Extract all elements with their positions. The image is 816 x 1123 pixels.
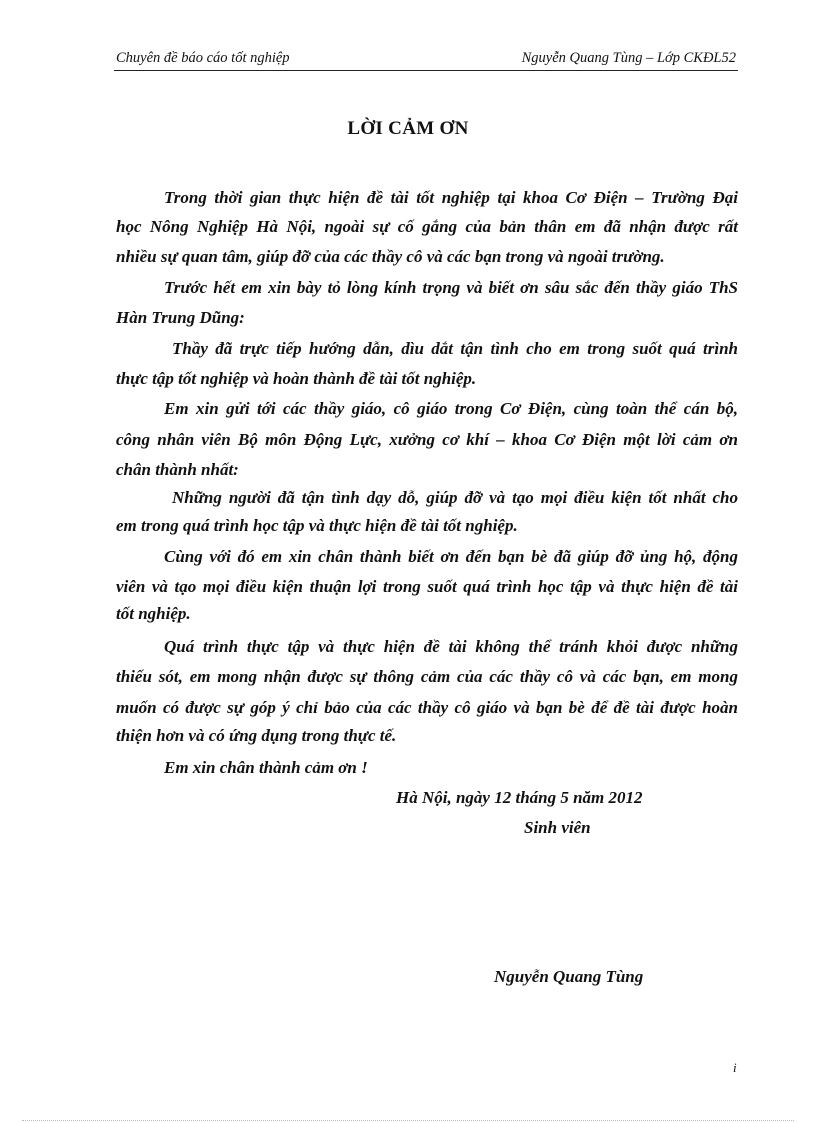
paragraph-line: Em xin gửi tới các thầy giáo, cô giáo trong Cơ Điện, cùng toàn thể cán bộ, xyxy=(164,399,738,418)
paragraph-line: viên và tạo mọi điều kiện thuận lợi trong suốt quá trình học tập và thực hiện đề tài xyxy=(116,577,738,596)
signature-name: Nguyễn Quang Tùng xyxy=(494,967,644,986)
paragraph-line: muốn có được sự góp ý chỉ bảo của các thầy cô giáo và bạn bè để đề tài được hoàn xyxy=(116,698,738,717)
header-document-type: Chuyên đề báo cáo tốt nghiệp xyxy=(116,50,290,66)
paragraph-line: nhiều sự quan tâm, giúp đỡ của các thầy cô và các bạn trong và ngoài trường. xyxy=(116,247,665,266)
paragraph-line: Quá trình thực tập và thực hiện đề tài không thể tránh khỏi được những xyxy=(164,637,738,656)
page-header xyxy=(114,50,738,71)
header-author-class: Nguyễn Quang Tùng – Lớp CKĐL52 xyxy=(521,50,736,66)
paragraph-line: thiếu sót, em mong nhận được sự thông cảm của các thầy cô và các bạn, em mong xyxy=(116,667,738,686)
paragraph-line: tốt nghiệp. xyxy=(116,604,191,623)
paragraph-line: Trước hết em xin bày tỏ lòng kính trọng và biết ơn sâu sắc đến thầy giáo ThS xyxy=(164,278,738,297)
closing-line: Em xin chân thành cảm ơn ! xyxy=(164,758,368,777)
paragraph-line: Trong thời gian thực hiện đề tài tốt nghiệp tại khoa Cơ Điện – Trường Đại xyxy=(164,188,738,207)
signature-place-date: Hà Nội, ngày 12 tháng 5 năm 2012 xyxy=(396,788,643,807)
page-title: LỜI CẢM ƠN xyxy=(347,118,469,139)
signature-role: Sinh viên xyxy=(524,818,591,837)
paragraph-line: em trong quá trình học tập và thực hiện đề tài tốt nghiệp. xyxy=(116,516,518,535)
paragraph-line: Cùng với đó em xin chân thành biết ơn đến bạn bè đã giúp đỡ ủng hộ, động xyxy=(164,547,738,566)
paragraph-line: công nhân viên Bộ môn Động Lực, xưởng cơ khí – khoa Cơ Điện một lời cảm ơn xyxy=(116,430,738,449)
paragraph-line: thiện hơn và có ứng dụng trong thực tế. xyxy=(116,726,397,745)
page-number: i xyxy=(733,1060,737,1075)
paragraph-line: học Nông Nghiệp Hà Nội, ngoài sự cố gắng của bản thân em đã nhận được rất xyxy=(116,217,738,236)
paragraph-line: Những người đã tận tình dạy dỗ, giúp đỡ và tạo mọi điều kiện tốt nhất cho xyxy=(172,488,738,507)
paragraph-line: Hàn Trung Dũng: xyxy=(116,308,245,327)
paragraph-line: thực tập tốt nghiệp và hoàn thành đề tài tốt nghiệp. xyxy=(116,369,477,388)
paragraph-line: Thầy đã trực tiếp hướng dẫn, dìu dắt tận tình cho em trong suốt quá trình xyxy=(172,339,738,358)
paragraph-line: chân thành nhất: xyxy=(116,460,239,479)
page-bottom-border xyxy=(22,1120,794,1121)
